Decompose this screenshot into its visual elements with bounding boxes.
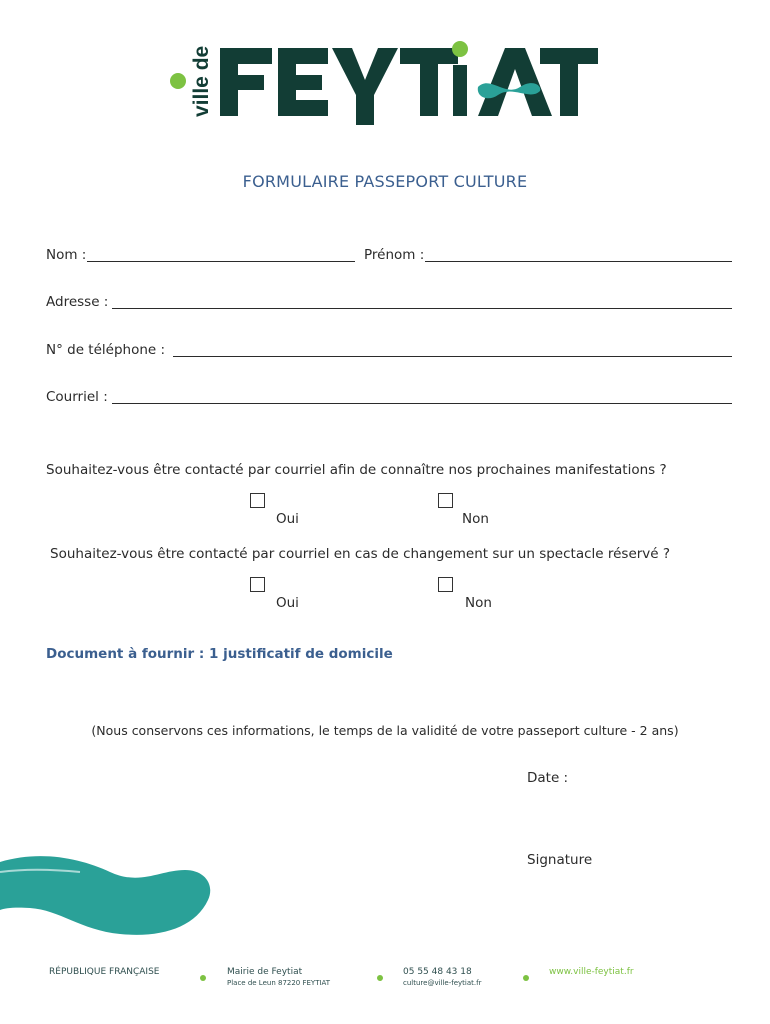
option-oui-1: Oui	[276, 511, 299, 527]
checkbox-non-2[interactable]	[438, 577, 453, 592]
footer-separator-dot	[523, 975, 529, 981]
retention-note: (Nous conservons ces informations, le temps de la validité de votre passeport culture - 2 ans)	[91, 723, 679, 738]
courriel-input-line[interactable]	[112, 403, 732, 404]
option-non-1: Non	[462, 511, 489, 527]
footer-separator-dot	[377, 975, 383, 981]
document-required: Document à fournir : 1 justificatif de domicile	[46, 646, 393, 662]
nom-label: Nom :	[46, 247, 87, 263]
checkbox-non-1[interactable]	[438, 493, 453, 508]
footer-phone: 05 55 48 43 18	[403, 967, 472, 977]
adresse-label: Adresse :	[46, 294, 109, 310]
prenom-input-line[interactable]	[425, 261, 732, 262]
telephone-input-line[interactable]	[173, 356, 732, 357]
question-manifestations: Souhaitez-vous être contacté par courriel afin de connaître nos prochaines manifestations ?	[46, 462, 667, 478]
logo-wordmark	[220, 48, 598, 125]
footer-mairie: Mairie de Feytiat	[227, 967, 303, 977]
footer-separator-dot	[200, 975, 206, 981]
decorative-wave	[0, 850, 220, 940]
courriel-label: Courriel :	[46, 389, 108, 405]
telephone-label: N° de téléphone :	[46, 342, 166, 358]
footer-website[interactable]: www.ville-feytiat.fr	[549, 967, 634, 977]
option-non-2: Non	[465, 595, 492, 611]
signature-label: Signature	[527, 852, 593, 868]
nom-input-line[interactable]	[87, 261, 355, 262]
footer-republique: RÉPUBLIQUE FRANÇAISE	[49, 967, 160, 977]
question-changement-spectacle: Souhaitez-vous être contacté par courriel en cas de changement sur un spectacle réservé ?	[50, 546, 671, 562]
logo-ville-de-text: ville de	[190, 45, 213, 117]
checkbox-oui-1[interactable]	[250, 493, 265, 508]
footer-address: Place de Leun 87220 FEYTIAT	[227, 979, 331, 987]
feytiat-logo	[160, 35, 610, 135]
checkbox-oui-2[interactable]	[250, 577, 265, 592]
logo-green-dot-left	[170, 73, 186, 89]
option-oui-2: Oui	[276, 595, 299, 611]
logo-green-dot-i	[452, 41, 468, 57]
footer-email[interactable]: culture@ville-feytiat.fr	[403, 979, 482, 987]
adresse-input-line[interactable]	[112, 308, 732, 309]
form-title: FORMULAIRE PASSEPORT CULTURE	[242, 172, 528, 191]
date-label: Date :	[527, 770, 569, 786]
prenom-label: Prénom :	[364, 247, 425, 263]
